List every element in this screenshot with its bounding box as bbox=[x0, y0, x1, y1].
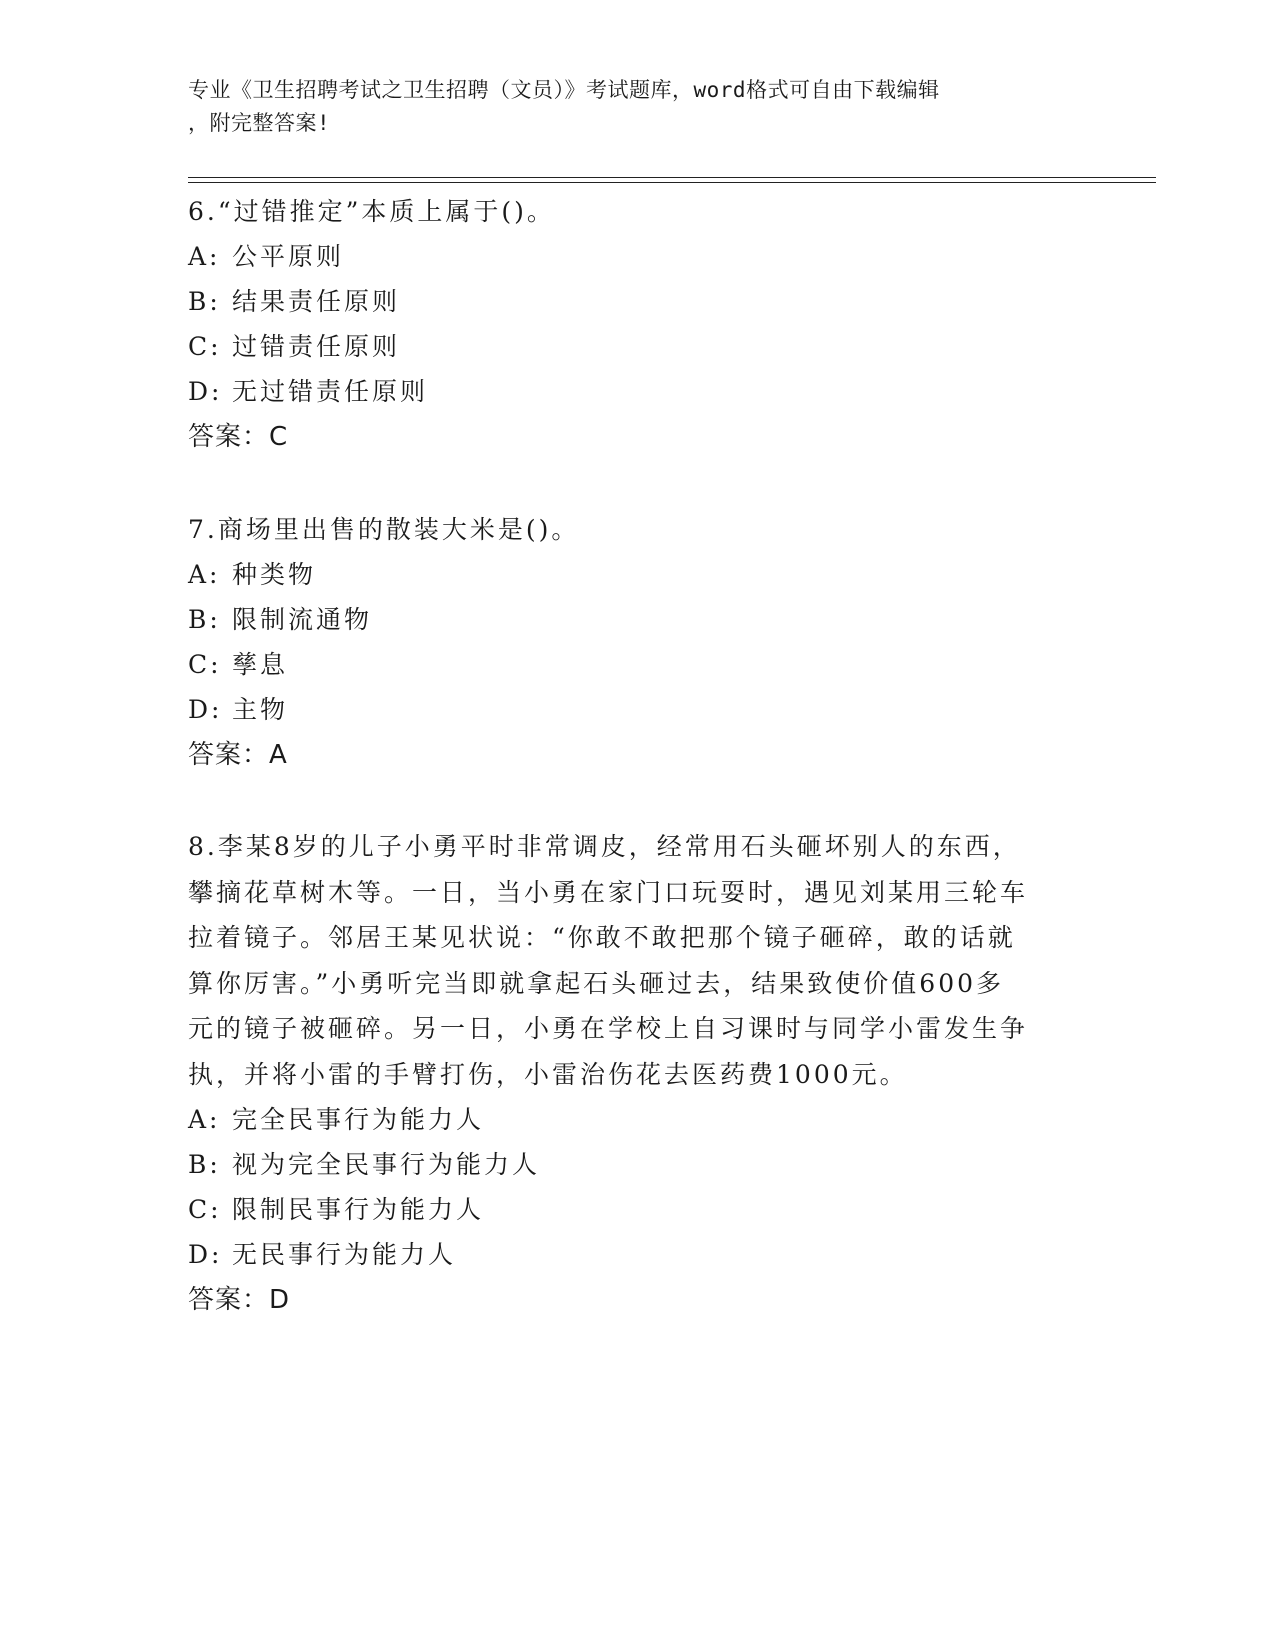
option-b bbox=[188, 1142, 1068, 1187]
question-8 bbox=[188, 824, 1068, 1323]
option-text: 过错责任原则 bbox=[232, 332, 401, 361]
option-b bbox=[188, 597, 1068, 642]
option-letter: B: bbox=[188, 605, 221, 634]
option-text: 结果责任原则 bbox=[232, 287, 401, 316]
option-letter: C: bbox=[188, 650, 222, 679]
option-letter: D: bbox=[188, 695, 223, 724]
option-letter: C: bbox=[188, 1195, 222, 1224]
option-text: 无民事行为能力人 bbox=[232, 1240, 457, 1269]
option-text: 完全民事行为能力人 bbox=[232, 1105, 485, 1134]
question-stem: 6.“过错推定”本质上属于()。 bbox=[188, 197, 555, 226]
option-text: 限制民事行为能力人 bbox=[232, 1195, 485, 1224]
answer: 答案：C bbox=[188, 422, 289, 452]
option-text: 主物 bbox=[232, 695, 289, 724]
option-text: 视为完全民事行为能力人 bbox=[232, 1150, 541, 1179]
question-stem: 7.商场里出售的散装大米是()。 bbox=[188, 515, 580, 544]
option-b bbox=[188, 279, 1068, 324]
stem-line: 元的镜子被砸碎。另一日，小勇在学校上自习课时与同学小雷发生争 bbox=[188, 1014, 1029, 1043]
answer: 答案：D bbox=[188, 1285, 291, 1315]
document-header bbox=[188, 74, 1068, 140]
option-letter: B: bbox=[188, 1150, 221, 1179]
stem-line: 攀摘花草树木等。一日，当小勇在家门口玩耍时，遇见刘某用三轮车 bbox=[188, 877, 1029, 907]
option-a bbox=[188, 1097, 1068, 1142]
stem-line: 8.李某8岁的儿子小勇平时非常调皮，经常用石头砸坏别人的东西， bbox=[188, 832, 1021, 861]
question-stem bbox=[188, 824, 1068, 1097]
option-text: 种类物 bbox=[232, 560, 317, 589]
stem-line: 拉着镜子。邻居王某见状说：“你敢不敢把那个镜子砸碎，敢的话就 bbox=[188, 923, 1016, 952]
question-6 bbox=[188, 189, 1068, 460]
header-line-1: 专业《卫生招聘考试之卫生招聘（文员）》考试题库，word格式可自由下载编辑 bbox=[188, 78, 940, 102]
stem-line: 算你厉害。”小勇听完当即就拿起石头砸过去，结果致使价值600多 bbox=[188, 968, 1005, 998]
option-text: 公平原则 bbox=[232, 242, 345, 271]
header-divider-bottom bbox=[188, 182, 1156, 183]
option-d bbox=[188, 1232, 1068, 1277]
option-a bbox=[188, 552, 1068, 597]
option-text: 限制流通物 bbox=[232, 605, 373, 634]
option-text: 孳息 bbox=[232, 650, 289, 679]
option-letter: C: bbox=[188, 332, 222, 361]
option-text: 无过错责任原则 bbox=[232, 377, 429, 406]
option-letter: A: bbox=[188, 242, 221, 271]
question-7 bbox=[188, 507, 1068, 778]
option-a bbox=[188, 234, 1068, 279]
option-letter: B: bbox=[188, 287, 221, 316]
option-letter: A: bbox=[188, 1105, 221, 1134]
answer: 答案：A bbox=[188, 740, 288, 770]
stem-line: 执，并将小雷的手臂打伤，小雷治伤花去医药费1000元。 bbox=[188, 1059, 908, 1089]
option-letter: A: bbox=[188, 560, 221, 589]
header-line-2: ，附完整答案! bbox=[188, 111, 331, 135]
option-c bbox=[188, 324, 1068, 369]
option-c bbox=[188, 1187, 1068, 1232]
header-divider-top bbox=[188, 177, 1156, 178]
option-d bbox=[188, 687, 1068, 732]
option-letter: D: bbox=[188, 377, 223, 406]
option-d bbox=[188, 369, 1068, 414]
option-letter: D: bbox=[188, 1240, 223, 1269]
option-c bbox=[188, 642, 1068, 687]
